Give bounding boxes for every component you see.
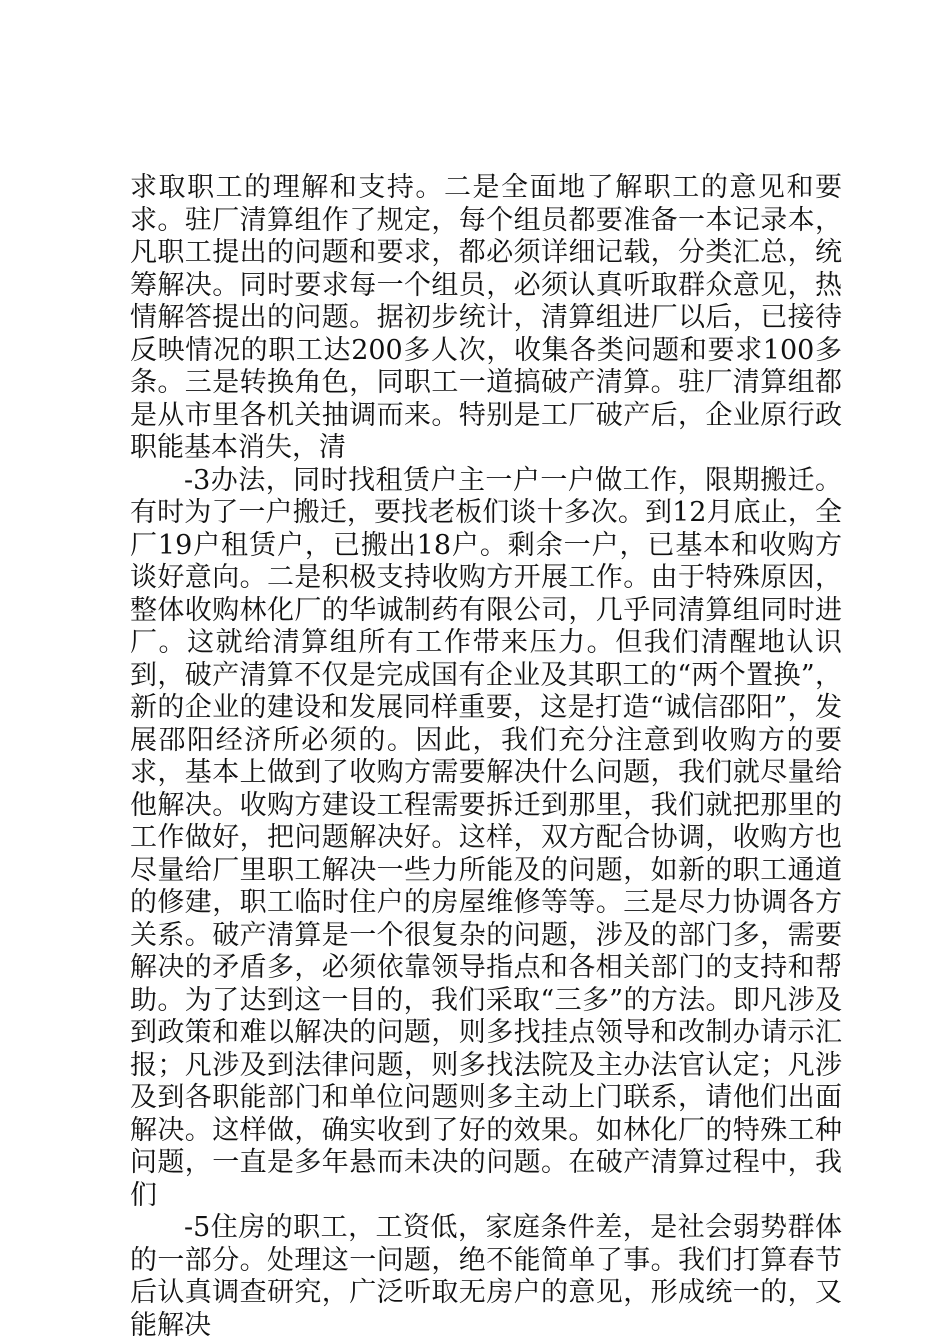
- paragraph-1: 求取职工的理解和支持。二是全面地了解职工的意见和要求。驻厂清算组作了规定，每个组员都要准备一本记录本，凡职工提出的问题和要求，都必须详细记载，分类汇总，统筹解决。同时要求每一个组员，必须认真听取群众意见，热情解答提出的问题。据初步统计，清算组进厂以后，已接待反映情况的职工达200多人次，收集各类问题和要求100多条。三是转换角色，同职工一道搞破产清算。驻厂清算组都是从市里各机关抽调而来。特别是工厂破产后，企业原行政职能基本消失，清: [130, 172, 842, 463]
- paragraph-2: -3办法，同时找租赁户主一户一户做工作，限期搬迁。有时为了一户搬迁，要找老板们谈十多次。到12月底止，全厂19户租赁户，已搬出18户。剩余一户，已基本和收购方谈好意向。二是积极支持收购方开展工作。由于特殊原因，整体收购林化厂的华诚制药有限公司，几乎同清算组同时进厂。这就给清算组所有工作带来压力。但我们清醒地认识到，破产清算不仅是完成国有企业及其职工的“两个置换”，新的企业的建设和发展同样重要，这是打造“诚信邵阳”，发展邵阳经济所必须的。因此，我们充分注意到收购方的要求，基本上做到了收购方需要解决什么问题，我们就尽量给他解决。收购方建设工程需要拆迁到那里，我们就把那里的工作做好，把问题解决好。这样，双方配合协调，收购方也尽量给厂里职工解决一些力所能及的问题，如新的职工通道的修建，职工临时住户的房屋维修等等。三是尽力协调各方关系。破产清算是一个很复杂的问题，涉及的部门多，需要解决的矛盾多，必须依靠领导指点和各相关部门的支持和帮助。为了达到这一目的，我们采取“三多”的方法。即凡涉及到政策和难以解决的问题，则多找挂点领导和改制办请示汇报；凡涉及到法律问题，则多找法院及主办法官认定；凡涉及到各职能部门和单位问题则多主动上门联系，请他们出面解决。这样做，确实收到了好的效果。如林化厂的特殊工种问题，一直是多年悬而未决的问题。在破产清算过程中，我们: [130, 464, 842, 1211]
- body-text: [130, 172, 842, 1342]
- paragraph-3: -5住房的职工，工资低，家庭条件差，是社会弱势群体的一部分。处理这一问题，绝不能简单了事。我们打算春节后认真调查研究，广泛听取无房户的意见，形成统一的，又能解决: [130, 1212, 842, 1341]
